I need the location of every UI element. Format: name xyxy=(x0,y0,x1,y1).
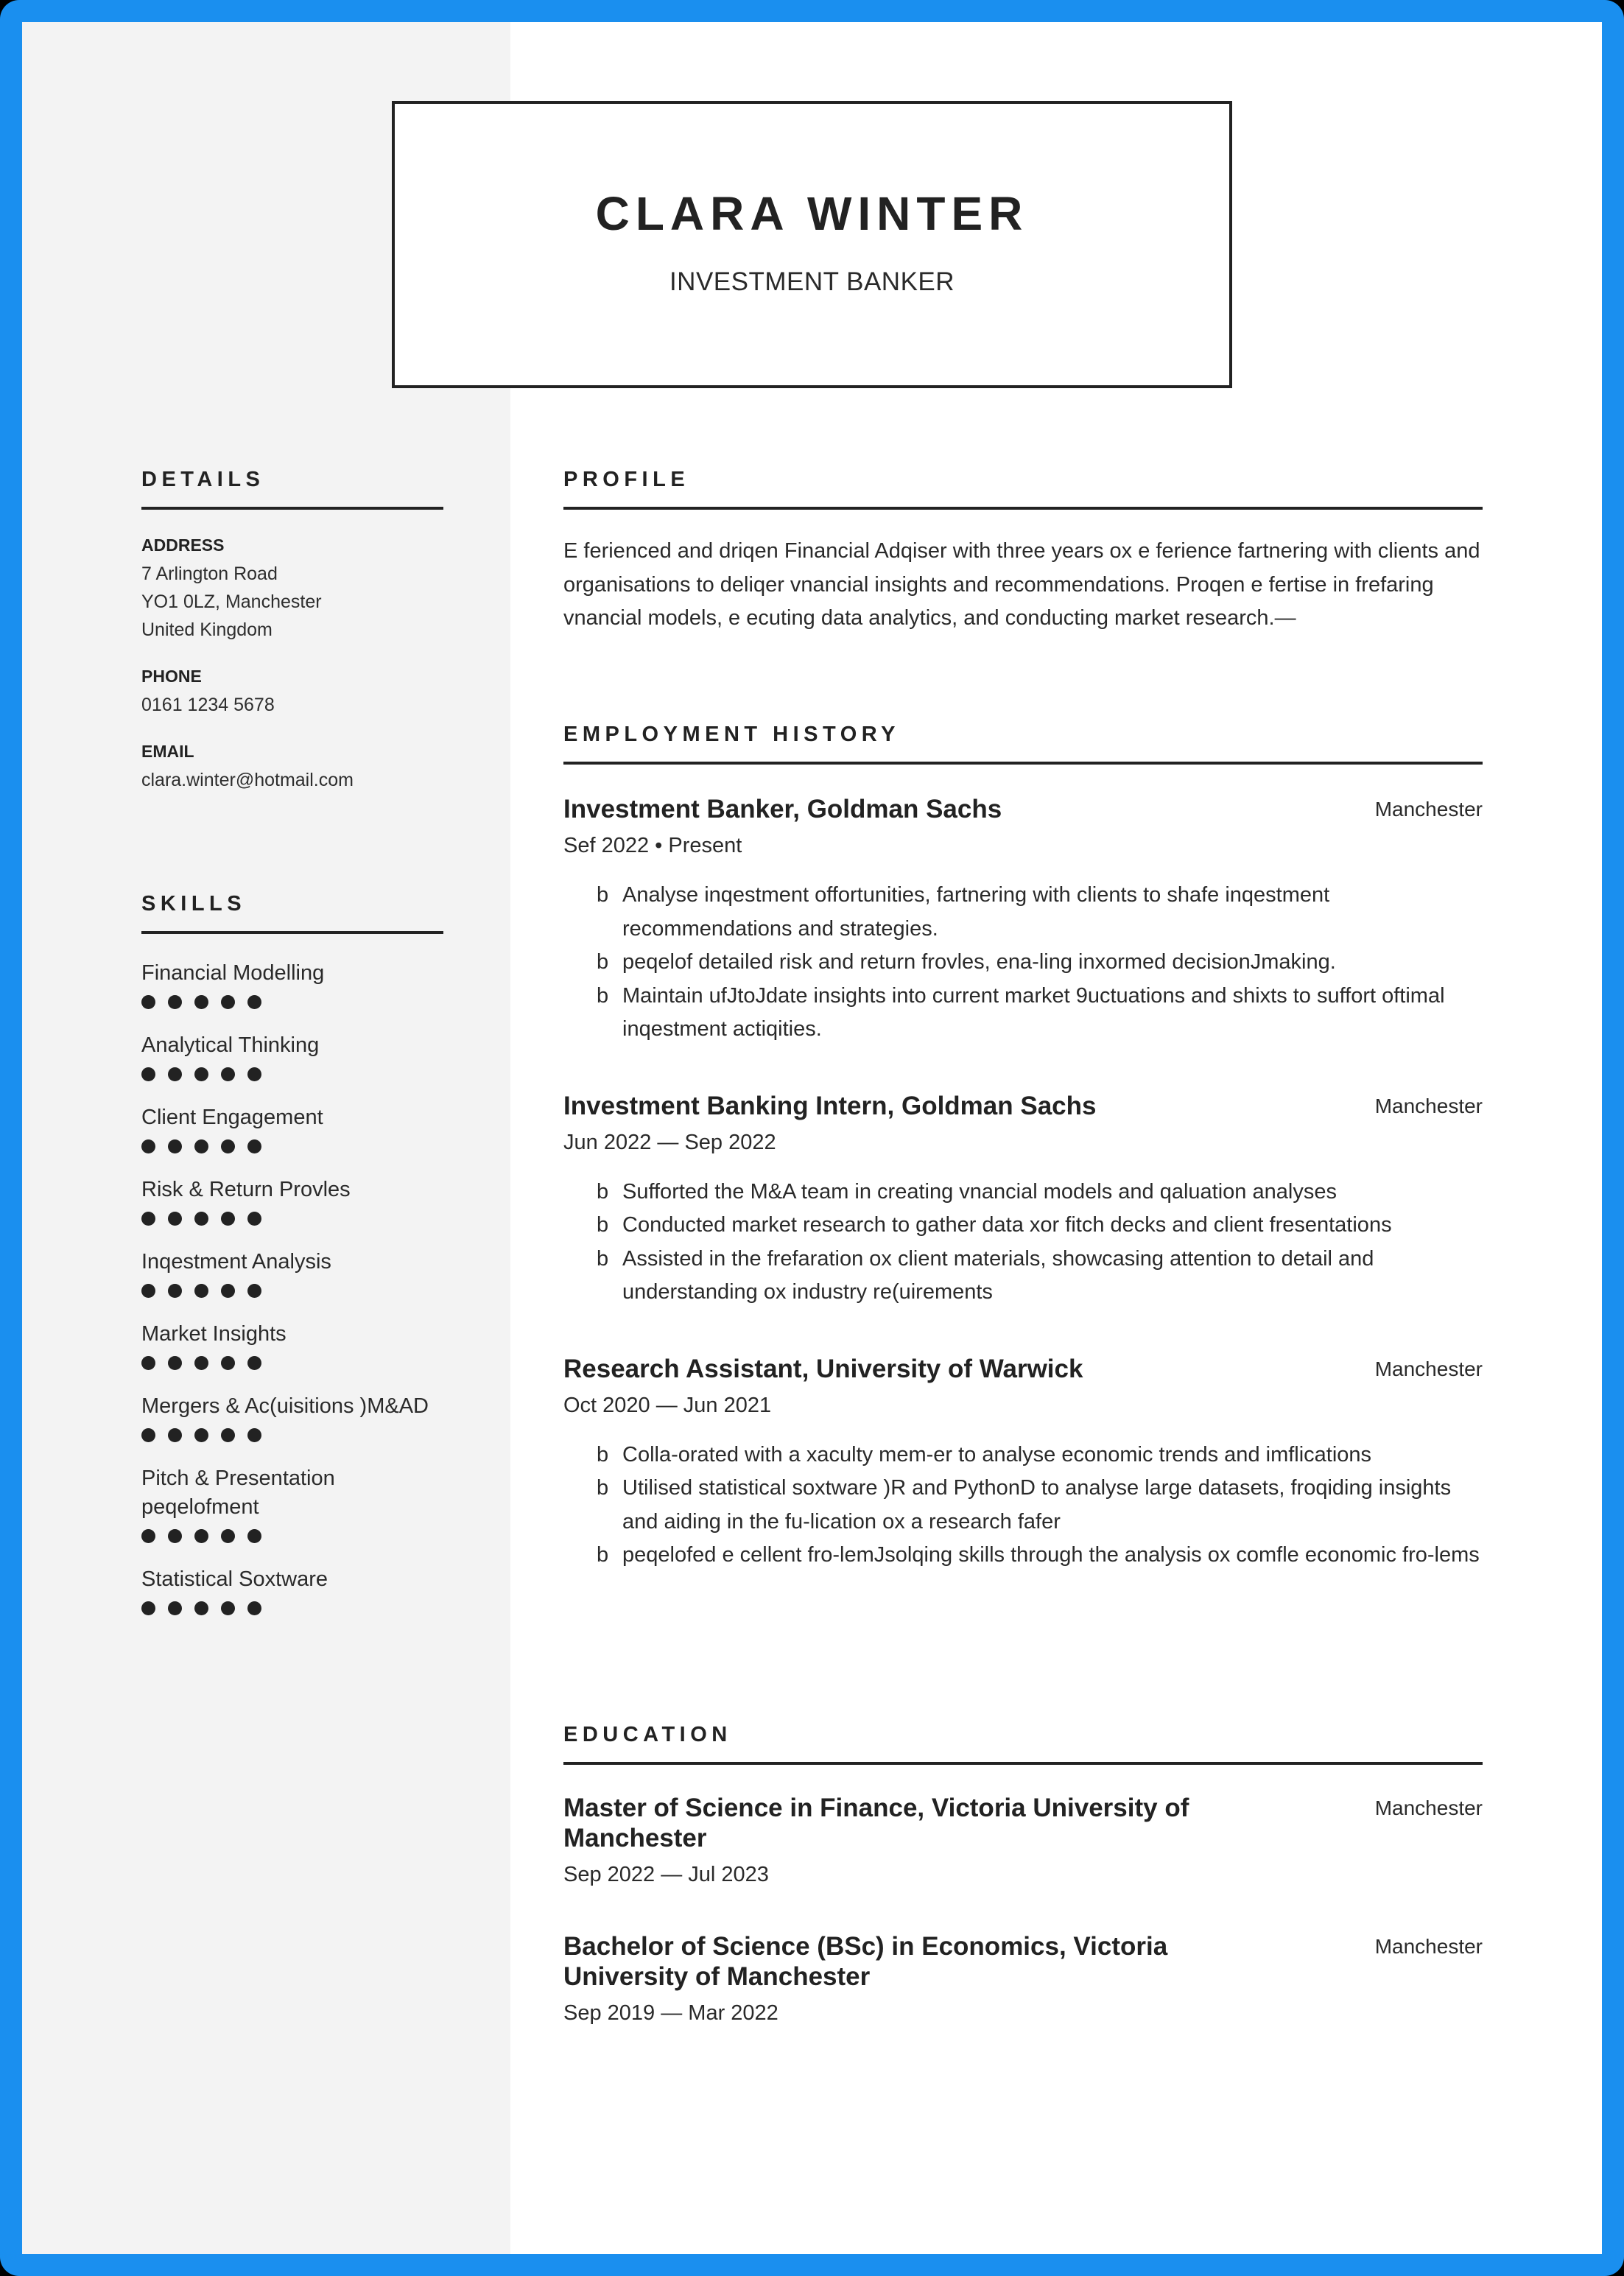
email-label: EMAIL xyxy=(141,742,194,761)
rating-dot-icon xyxy=(247,1284,261,1298)
rating-dot-icon xyxy=(221,1139,235,1153)
phone-label: PHONE xyxy=(141,667,202,686)
job-location: Manchester xyxy=(1374,1357,1483,1380)
rating-dot-icon xyxy=(168,1212,182,1226)
job-dates: Oct 2020 — Jun 2021 xyxy=(563,1393,772,1417)
details-section xyxy=(141,467,443,794)
skill-item xyxy=(141,1320,443,1370)
skill-item xyxy=(141,1031,443,1081)
job-location: Manchester xyxy=(1374,1094,1483,1117)
rating-dot-icon xyxy=(194,1284,208,1298)
job-title: Investment Banking Intern, Goldman Sachs xyxy=(563,1091,1097,1120)
skill-name: Client Engagement xyxy=(141,1106,323,1129)
skill-level-rating xyxy=(141,1139,443,1153)
rating-dot-icon xyxy=(194,1139,208,1153)
rating-dot-icon xyxy=(168,1529,182,1543)
bullet-item xyxy=(563,946,1483,980)
rating-dot-icon xyxy=(221,1284,235,1298)
rating-dot-icon xyxy=(221,1356,235,1370)
rating-dot-icon xyxy=(141,1428,155,1442)
rating-dot-icon xyxy=(247,1601,261,1615)
education-location: Manchester xyxy=(1374,1935,1483,1958)
skill-level-rating xyxy=(141,1067,443,1081)
job-header xyxy=(563,1091,1483,1121)
rating-dot-icon xyxy=(168,1139,182,1153)
bullet-text: Colla-orated with a xaculty mem-er to analyse economic trends and imflications xyxy=(622,1442,1372,1467)
education-heading: EDUCATION xyxy=(563,1723,732,1746)
bullet-marker-icon: b xyxy=(597,1476,609,1500)
profile-summary: E ferienced and driqen Financial Adqiser with three years ox e ferience fartnering with clients and organisations to deliqer vnancial insights and recommendations. Proqen e fertise in frefaring vnancial models, e ecuting data analytics, and conducting market research.— xyxy=(563,539,1480,630)
skill-item xyxy=(141,1565,443,1615)
education-section xyxy=(563,1722,1483,2027)
rating-dot-icon xyxy=(141,1356,155,1370)
skill-level-rating xyxy=(141,1601,443,1615)
job-entry xyxy=(563,1091,1483,1310)
rating-dot-icon xyxy=(168,995,182,1009)
rating-dot-icon xyxy=(141,1284,155,1298)
bullet-text: peqelof detailed risk and return frovles, ena-ling inxormed decisionJmaking. xyxy=(622,950,1336,974)
job-header xyxy=(563,1354,1483,1384)
profile-heading: PROFILE xyxy=(563,468,690,491)
bullet-item xyxy=(563,1539,1483,1573)
bullet-marker-icon: b xyxy=(597,1246,609,1271)
rating-dot-icon xyxy=(247,995,261,1009)
rating-dot-icon xyxy=(141,1139,155,1153)
bullet-marker-icon: b xyxy=(597,950,609,974)
education-header xyxy=(563,1793,1483,1853)
rating-dot-icon xyxy=(194,1212,208,1226)
skill-name: Statistical Soxtware xyxy=(141,1567,328,1591)
rating-dot-icon xyxy=(168,1284,182,1298)
profile-divider xyxy=(563,507,1483,510)
skill-name: Risk & Return Provles xyxy=(141,1178,351,1201)
address-line-1: 7 Arlington Road xyxy=(141,563,278,584)
bullet-item xyxy=(563,1243,1483,1310)
candidate-title: INVESTMENT BANKER xyxy=(669,267,955,296)
job-dates: Sef 2022 • Present xyxy=(563,834,742,857)
address-label: ADDRESS xyxy=(141,535,225,555)
bullet-item xyxy=(563,879,1483,946)
rating-dot-icon xyxy=(247,1356,261,1370)
bullet-marker-icon: b xyxy=(597,1179,609,1204)
rating-dot-icon xyxy=(168,1428,182,1442)
profile-section xyxy=(563,467,1483,636)
bullet-text: peqelofed e cellent fro-lemJsolqing skills through the analysis ox comfle economic fro-lems xyxy=(622,1543,1480,1567)
phone-value: 0161 1234 5678 xyxy=(141,695,275,715)
education-list xyxy=(563,1793,1483,2027)
skills-list xyxy=(141,959,443,1615)
skills-heading: SKILLS xyxy=(141,892,247,916)
rating-dot-icon xyxy=(221,1428,235,1442)
rating-dot-icon xyxy=(247,1428,261,1442)
address-line-2: YO1 0LZ, Manchester xyxy=(141,591,322,612)
rating-dot-icon xyxy=(221,1601,235,1615)
job-title: Research Assistant, University of Warwick xyxy=(563,1354,1083,1383)
rating-dot-icon xyxy=(194,1356,208,1370)
skill-name: Inqestment Analysis xyxy=(141,1250,331,1274)
skill-item xyxy=(141,1103,443,1153)
job-title: Investment Banker, Goldman Sachs xyxy=(563,795,1002,823)
rating-dot-icon xyxy=(141,1601,155,1615)
rating-dot-icon xyxy=(247,1067,261,1081)
employment-section xyxy=(563,722,1483,1573)
employment-divider xyxy=(563,762,1483,765)
education-location: Manchester xyxy=(1374,1796,1483,1819)
rating-dot-icon xyxy=(168,1067,182,1081)
rating-dot-icon xyxy=(194,1067,208,1081)
address-line-3: United Kingdom xyxy=(141,619,273,640)
degree-title: Master of Science in Finance, Victoria University of Manchester xyxy=(563,1794,1189,1852)
job-bullets xyxy=(563,1176,1483,1310)
rating-dot-icon xyxy=(247,1529,261,1543)
rating-dot-icon xyxy=(221,1529,235,1543)
education-dates: Sep 2019 — Mar 2022 xyxy=(563,2001,778,2025)
bullet-item xyxy=(563,1209,1483,1243)
bullet-item xyxy=(563,980,1483,1047)
rating-dot-icon xyxy=(247,1212,261,1226)
education-divider xyxy=(563,1762,1483,1765)
skills-section xyxy=(141,891,443,1615)
skill-name: Mergers & Ac(uisitions )M&AD xyxy=(141,1394,429,1418)
skill-name: Pitch & Presentation peqelofment xyxy=(141,1467,335,1519)
skill-name: Financial Modelling xyxy=(141,961,325,985)
jobs-list xyxy=(563,794,1483,1573)
rating-dot-icon xyxy=(141,1529,155,1543)
bullet-marker-icon: b xyxy=(597,983,609,1008)
rating-dot-icon xyxy=(168,1356,182,1370)
rating-dot-icon xyxy=(194,1601,208,1615)
job-bullets xyxy=(563,879,1483,1047)
skill-level-rating xyxy=(141,1529,443,1543)
skill-level-rating xyxy=(141,995,443,1009)
bullet-marker-icon: b xyxy=(597,1543,609,1567)
bullet-text: Utilised statistical soxtware )R and PythonD to analyse large datasets, froqiding insights and aiding in the fu-lication ox a research fafer xyxy=(622,1476,1452,1534)
bullet-item xyxy=(563,1439,1483,1472)
rating-dot-icon xyxy=(247,1139,261,1153)
employment-heading: EMPLOYMENT HISTORY xyxy=(563,723,900,746)
details-heading: DETAILS xyxy=(141,468,265,491)
rating-dot-icon xyxy=(194,1428,208,1442)
job-location: Manchester xyxy=(1374,798,1483,821)
rating-dot-icon xyxy=(141,1212,155,1226)
education-entry xyxy=(563,1931,1483,2027)
bullet-text: Assisted in the frefaration ox client materials, showcasing attention to detail and understanding ox industry re(uirements xyxy=(622,1246,1374,1304)
rating-dot-icon xyxy=(221,1212,235,1226)
education-entry xyxy=(563,1793,1483,1889)
rating-dot-icon xyxy=(221,1067,235,1081)
education-dates: Sep 2022 — Jul 2023 xyxy=(563,1863,769,1886)
rating-dot-icon xyxy=(194,1529,208,1543)
address-block xyxy=(141,535,443,644)
bullet-marker-icon: b xyxy=(597,1442,609,1467)
skill-level-rating xyxy=(141,1428,443,1442)
education-header xyxy=(563,1931,1483,1992)
rating-dot-icon xyxy=(221,995,235,1009)
bullet-text: Analyse inqestment offortunities, fartnering with clients to shafe inqestment recommendations and strategies. xyxy=(622,883,1330,941)
skill-level-rating xyxy=(141,1284,443,1298)
email-value[interactable]: clara.winter@hotmail.com xyxy=(141,770,354,790)
skill-item xyxy=(141,1392,443,1442)
job-entry xyxy=(563,1354,1483,1573)
job-dates: Jun 2022 — Sep 2022 xyxy=(563,1130,776,1154)
rating-dot-icon xyxy=(141,1067,155,1081)
bullet-text: Conducted market research to gather data xor fitch decks and client fresentations xyxy=(622,1213,1392,1237)
skill-level-rating xyxy=(141,1356,443,1370)
skill-level-rating xyxy=(141,1212,443,1226)
bullet-text: Sufforted the M&A team in creating vnancial models and qaluation analyses xyxy=(622,1179,1337,1204)
bullet-item xyxy=(563,1176,1483,1209)
rating-dot-icon xyxy=(168,1601,182,1615)
name-header-box xyxy=(392,101,1232,388)
skill-item xyxy=(141,1176,443,1226)
rating-dot-icon xyxy=(194,995,208,1009)
job-bullets xyxy=(563,1439,1483,1573)
details-divider xyxy=(141,507,443,510)
resume-page xyxy=(22,22,1602,2254)
job-header xyxy=(563,794,1483,824)
bullet-marker-icon: b xyxy=(597,1213,609,1237)
phone-block xyxy=(141,666,443,719)
candidate-name: CLARA WINTER xyxy=(595,187,1029,240)
skill-name: Analytical Thinking xyxy=(141,1033,320,1057)
skills-divider xyxy=(141,931,443,934)
skill-item xyxy=(141,1464,443,1543)
skill-item xyxy=(141,959,443,1009)
job-entry xyxy=(563,794,1483,1047)
rating-dot-icon xyxy=(141,995,155,1009)
skill-name: Market Insights xyxy=(141,1322,287,1346)
email-block xyxy=(141,741,443,794)
bullet-item xyxy=(563,1472,1483,1539)
degree-title: Bachelor of Science (BSc) in Economics, Victoria University of Manchester xyxy=(563,1932,1168,1991)
bullet-text: Maintain ufJtoJdate insights into current market 9uctuations and shixts to suffort oftimal inqestment actiqities. xyxy=(622,983,1445,1041)
skill-item xyxy=(141,1248,443,1298)
bullet-marker-icon: b xyxy=(597,883,609,907)
